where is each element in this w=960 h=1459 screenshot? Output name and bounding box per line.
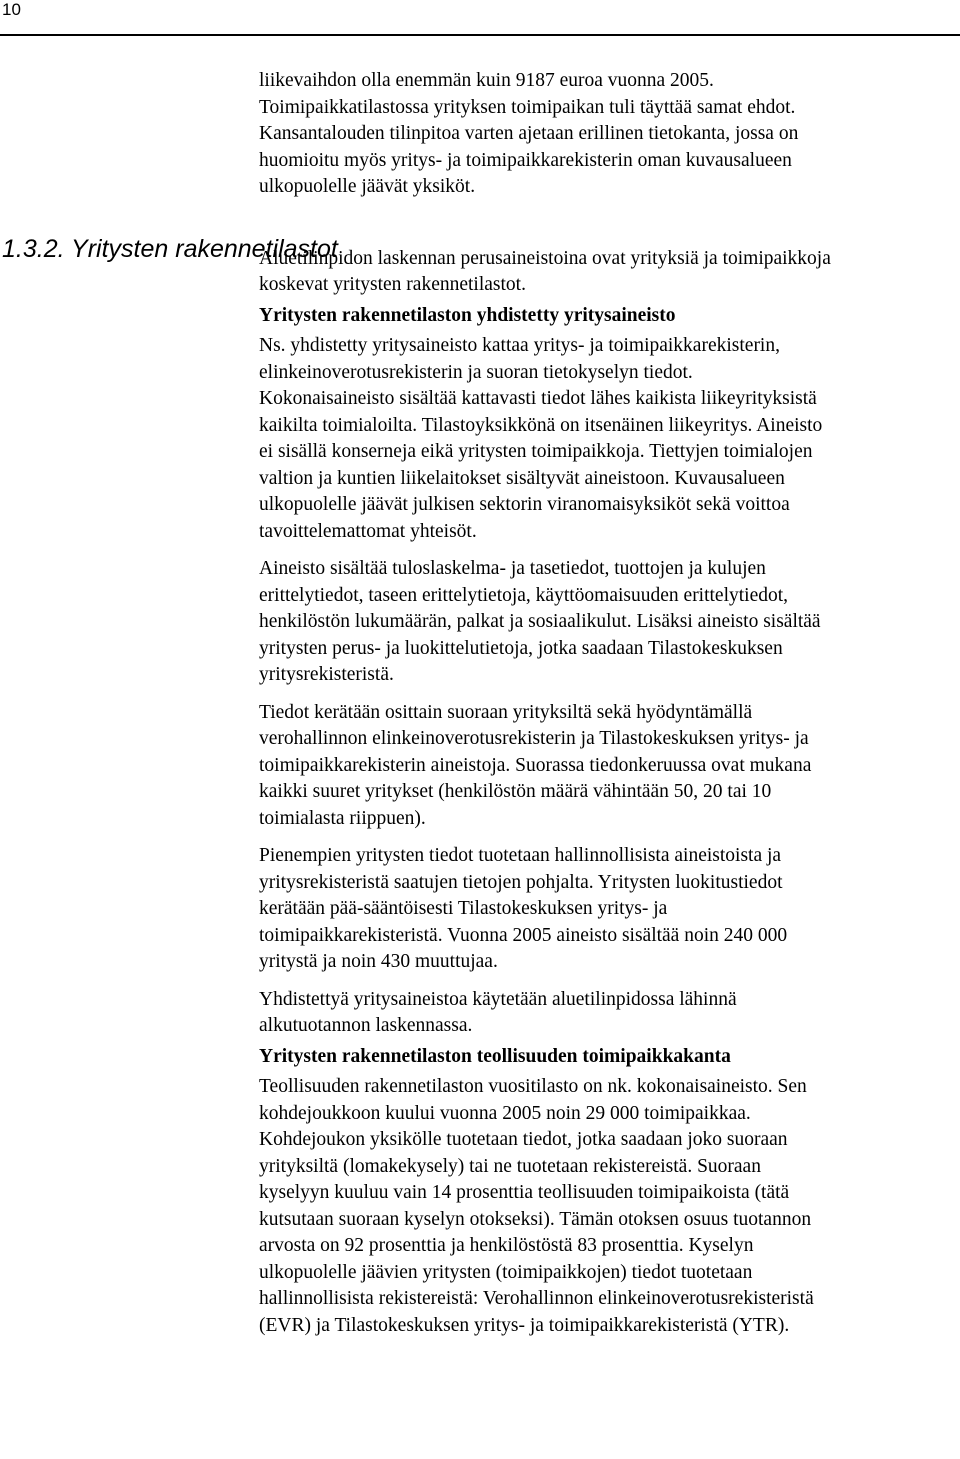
subheading-teollisuuden-toimipaikkakanta: Yritysten rakennetilaston teollisuuden toimipaikkakanta bbox=[259, 1045, 731, 1067]
text-line: Yhdistettyä yritysaineistoa käytetään aluetilinpidossa lähinnä bbox=[259, 988, 737, 1010]
text-line: Kansantalouden tilinpitoa varten ajetaan erillinen tietokanta, jossa on bbox=[259, 123, 799, 144]
text-line: kaikilta toimialoilta. Tilastoyksikkönä on itsenäinen liikeyritys. Aineisto bbox=[259, 414, 823, 436]
text-line: ei sisällä konserneja eikä yritysten toimipaikkoja. Tiettyjen toimialojen bbox=[259, 441, 813, 462]
text-line: yritysten perus- ja luokittelutietoja, jotka saadaan Tilastokeskuksen bbox=[259, 637, 783, 659]
text-line: kerätään pää-sääntöisesti Tilastokeskuksen yritys- ja bbox=[259, 898, 668, 919]
text-line: tavoittelemattomat yhteisöt. bbox=[259, 520, 477, 542]
text-line: valtion ja kuntien liikelaitokset sisältyvät aineistoon. Kuvausalueen bbox=[259, 467, 785, 489]
text-line: kohdejoukkoon kuului vuonna 2005 noin 29 000 toimipaikkaa. bbox=[259, 1102, 751, 1124]
text-line: (EVR) ja Tilastokeskuksen yritys- ja toimipaikkarekisteristä (YTR). bbox=[259, 1314, 790, 1336]
text-line: hallinnollisista rekistereistä: Verohallinnon elinkeinoverotusrekisteristä bbox=[259, 1288, 814, 1309]
header-rule bbox=[0, 34, 960, 36]
text-line: Aineisto sisältää tuloslaskelma- ja tasetiedot, tuottojen ja kulujen bbox=[259, 558, 766, 579]
text-line: erittelytiedot, taseen erittelytietoja, käyttöomaisuuden erittelytiedot, bbox=[259, 584, 789, 606]
text-line: kutsutaan suoraan kyselyn otokseksi). Tämän otoksen osuus tuotannon bbox=[259, 1208, 812, 1230]
text-line: liikevaihdon olla enemmän kuin 9187 euroa vuonna 2005. bbox=[259, 70, 714, 91]
text-line: ulkopuolelle jäävien yritysten (toimipaikkojen) tiedot tuotetaan bbox=[259, 1261, 753, 1283]
paragraph-aineiston-sisalto bbox=[259, 556, 957, 689]
intro-paragraph bbox=[259, 68, 957, 201]
text-line: Teollisuuden rakennetilaston vuositilasto on nk. kokonaisaineisto. Sen bbox=[259, 1076, 807, 1097]
paragraph-pienemmat-yritykset bbox=[259, 843, 957, 976]
text-line: kyselyyn kuuluu vain 14 prosenttia teollisuuden toimipaikoista (tätä bbox=[259, 1182, 790, 1203]
text-line: arvosta on 92 prosenttia ja henkilöstöstä 83 prosenttia. Kyselyn bbox=[259, 1235, 754, 1256]
paragraph-yhdistetty-aineisto bbox=[259, 333, 957, 545]
paragraph-kaytto-aluetilinpidossa bbox=[259, 987, 957, 1040]
page-number: 10 bbox=[2, 0, 21, 19]
subheading-yhdistetty-yritysaineisto: Yritysten rakennetilaston yhdistetty yritysaineisto bbox=[259, 304, 676, 326]
text-line: ulkopuolelle jäävät julkisen sektorin viranomaisyksiköt sekä voittoa bbox=[259, 494, 790, 515]
text-line: huomioitu myös yritys- ja toimipaikkarekisterin oman kuvausalueen bbox=[259, 149, 792, 171]
text-line: toimialasta riippuen). bbox=[259, 807, 426, 829]
text-line: toimipaikkarekisterin aineistoja. Suorassa tiedonkeruussa ovat mukana bbox=[259, 754, 812, 776]
body-text bbox=[259, 68, 957, 1339]
text-line: Ns. yhdistetty yritysaineisto kattaa yritys- ja toimipaikkarekisterin, bbox=[259, 335, 780, 356]
paragraph-teollisuuden-rakennetilasto bbox=[259, 1074, 957, 1339]
text-line: Kohdejoukon yksikölle tuotetaan tiedot, jotka saadaan joko suoraan bbox=[259, 1129, 788, 1150]
text-line: yritysrekisteristä. bbox=[259, 664, 394, 685]
text-line: yritystä ja noin 430 muuttujaa. bbox=[259, 951, 498, 972]
paragraph-tiedonkeruu bbox=[259, 700, 957, 833]
text-line: henkilöstön lukumäärän, palkat ja sosiaalikulut. Lisäksi aineisto sisältää bbox=[259, 611, 821, 632]
text-line: yrityksiltä (lomakekysely) tai ne tuotetaan rekistereistä. Suoraan bbox=[259, 1155, 761, 1177]
text-line: Kokonaisaineisto sisältää kattavasti tiedot lähes kaikista liikeyrityksistä bbox=[259, 388, 817, 409]
text-line: verohallinnon elinkeinoverotusrekisterin ja Tilastokeskuksen yritys- ja bbox=[259, 728, 809, 749]
text-line: koskevat yritysten rakennetilastot. bbox=[259, 274, 526, 295]
text-line: Aluetilinpidon laskennan perusaineistoina ovat yrityksiä ja toimipaikkoja bbox=[259, 247, 831, 269]
text-line: ulkopuolelle jäävät yksiköt. bbox=[259, 176, 476, 197]
text-line: kaikki suuret yritykset (henkilöstön määrä vähintään 50, 20 tai 10 bbox=[259, 781, 772, 802]
text-line: Toimipaikkatilastossa yrityksen toimipaikan tuli täyttää samat ehdot. bbox=[259, 96, 796, 118]
paragraph-aluetilinpito bbox=[259, 246, 957, 299]
text-line: Tiedot kerätään osittain suoraan yrityksiltä sekä hyödyntämällä bbox=[259, 701, 753, 723]
text-line: yritysrekisteristä saatujen tietojen pohjalta. Yritysten luokitustiedot bbox=[259, 871, 783, 893]
text-line: alkutuotannon laskennassa. bbox=[259, 1015, 473, 1036]
section-heading: 1.3.2. Yritysten rakennetilastot bbox=[2, 235, 338, 263]
text-line: toimipaikkarekisteristä. Vuonna 2005 aineisto sisältää noin 240 000 bbox=[259, 924, 788, 946]
text-line: elinkeinoverotusrekisterin ja suoran tietokyselyn tiedot. bbox=[259, 361, 693, 383]
text-line: Pienempien yritysten tiedot tuotetaan hallinnollisista aineistoista ja bbox=[259, 845, 782, 866]
